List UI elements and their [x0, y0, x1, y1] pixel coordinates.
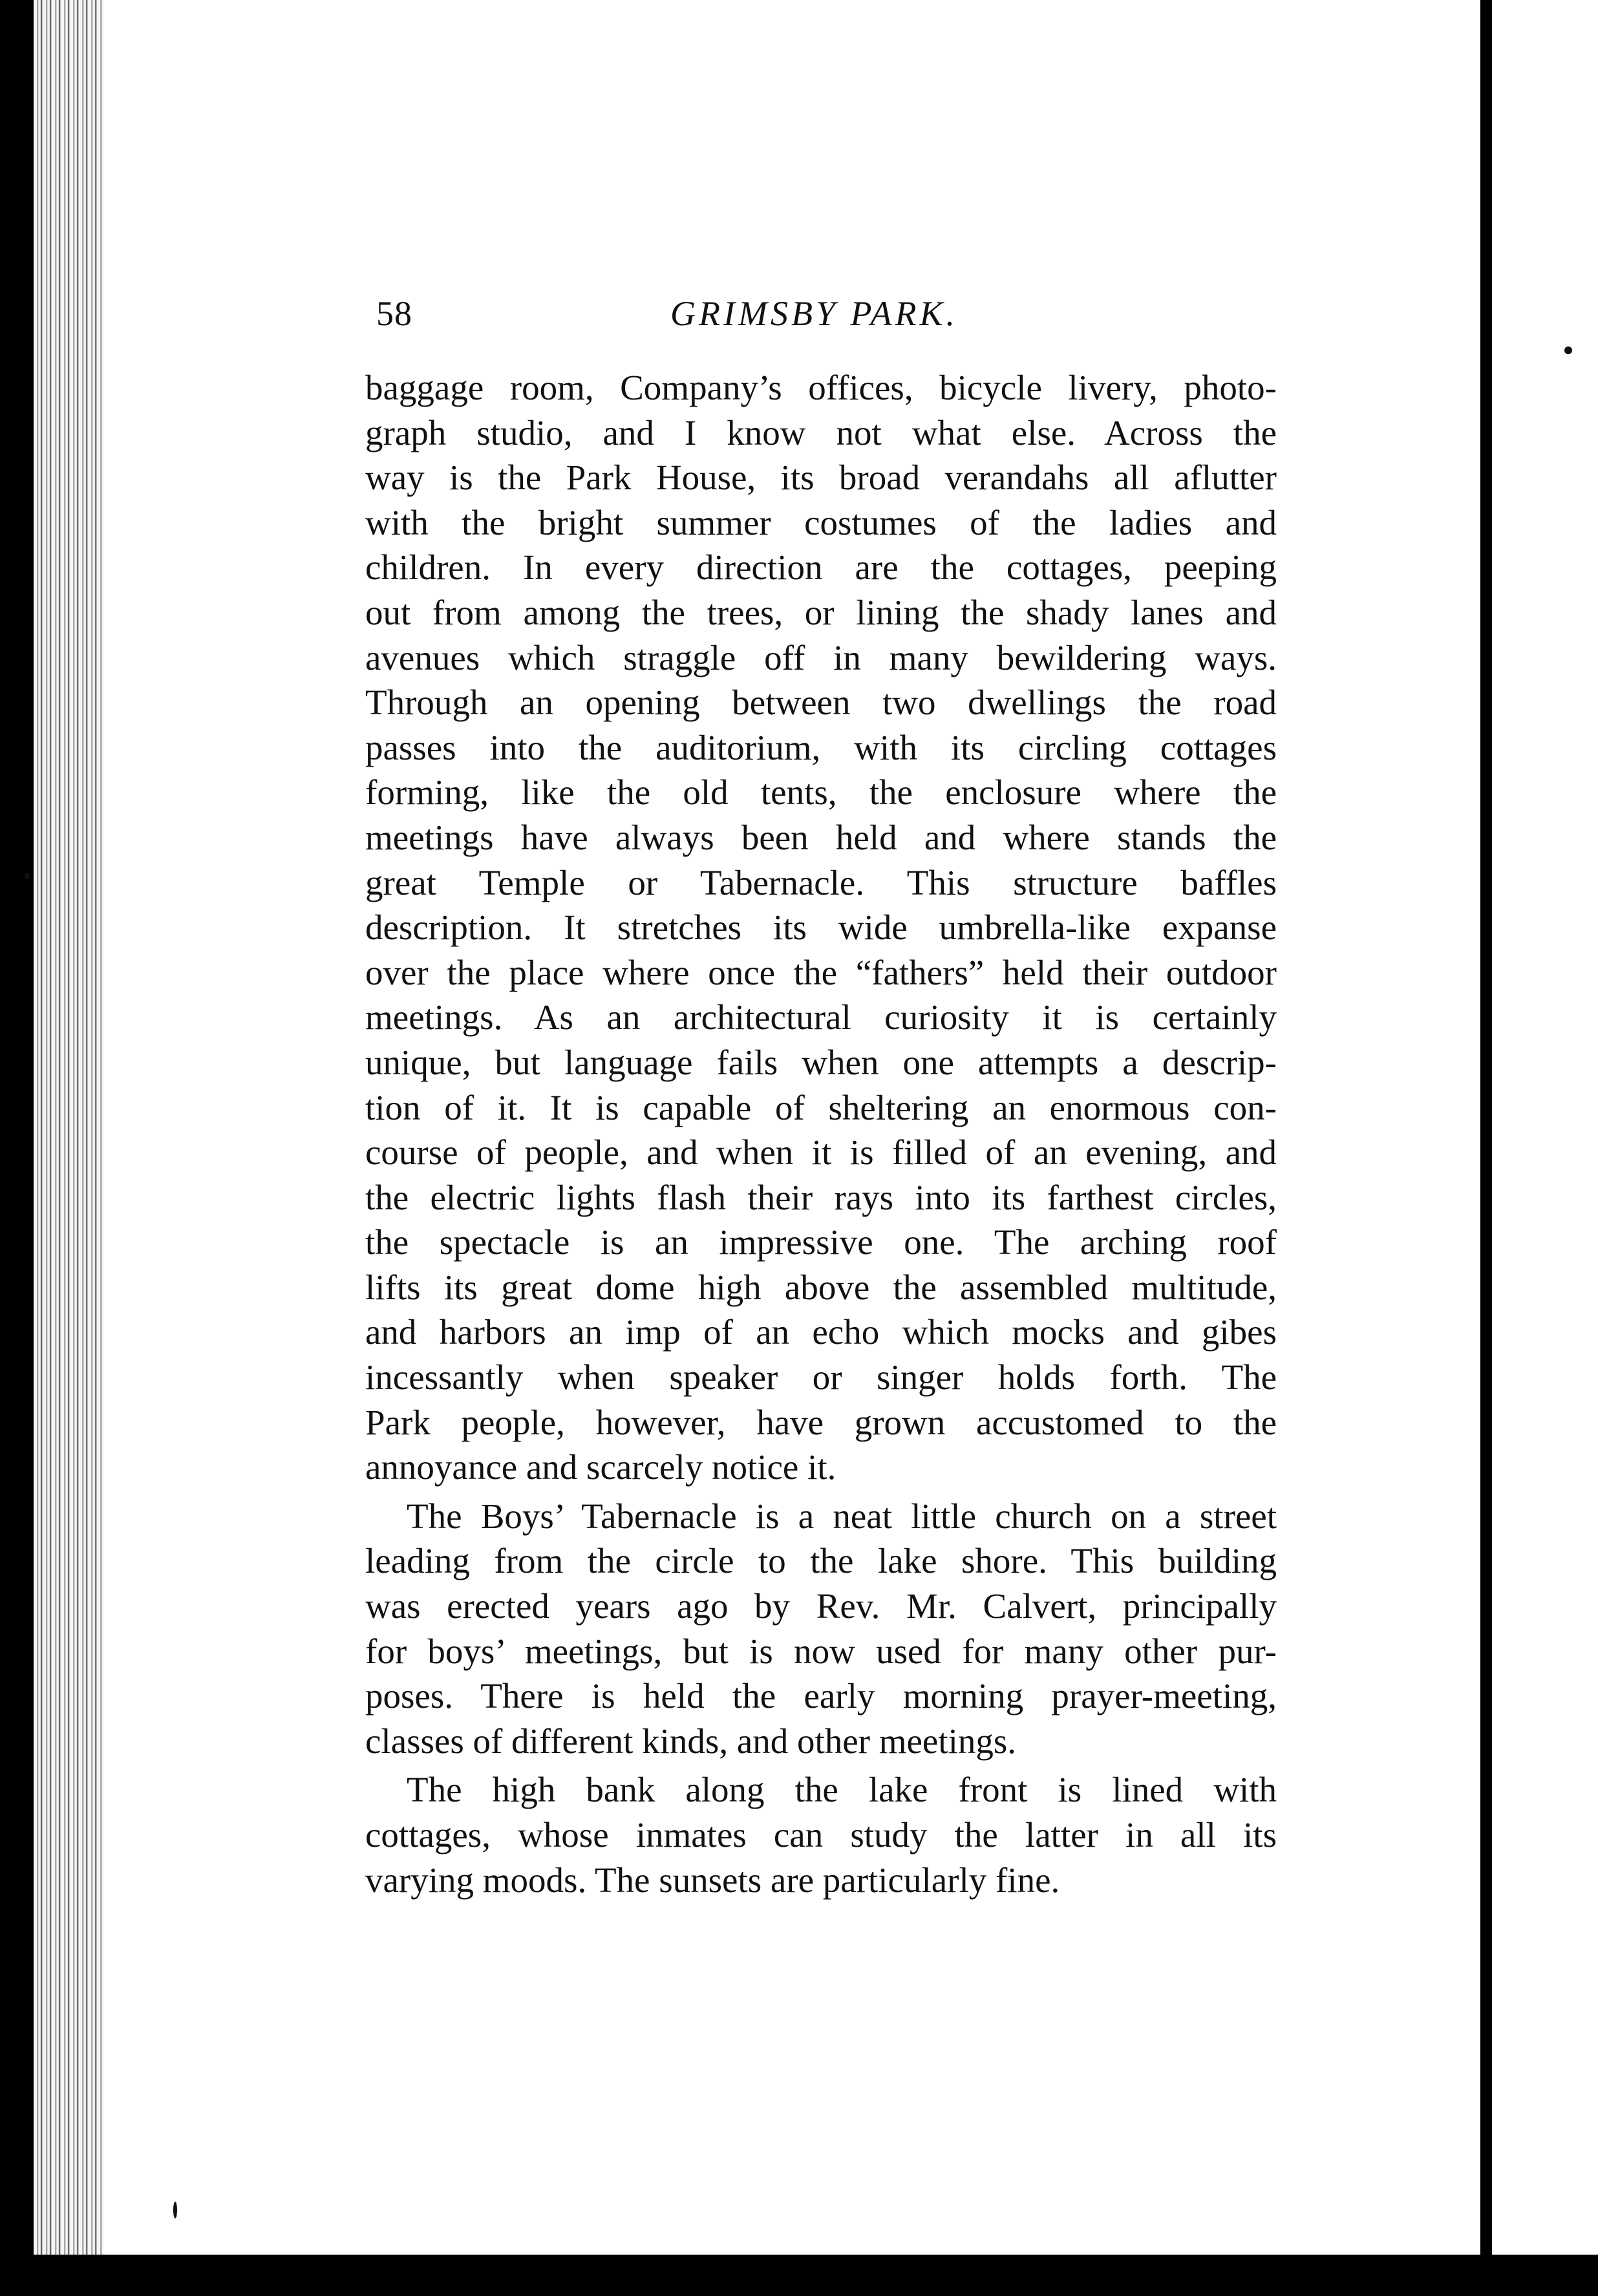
text-line: lifts its great dome high above the assembled multitude, [365, 1267, 1277, 1307]
text-line: with the bright summer costumes of the ladies and [365, 502, 1277, 542]
text-line: description. It stretches its wide umbrella-like expanse [365, 908, 1277, 948]
text-line: cottages, whose inmates can study the latter in all its [365, 1815, 1277, 1855]
text-line: Through an opening between two dwellings the road [365, 683, 1277, 723]
text-line: great Temple or Tabernacle. This structure baffles [365, 862, 1277, 902]
text-line: graph studio, and I know not what else. Across the [365, 412, 1277, 452]
scan-speck [173, 2202, 177, 2218]
text-line: avenues which straggle off in many bewildering ways. [365, 637, 1277, 677]
running-title: GRIMSBY PARK. [670, 294, 958, 333]
text-line: incessantly when speaker or singer holds forth. The [365, 1357, 1277, 1398]
text-line: out from among the trees, or lining the shady lanes and [365, 592, 1277, 632]
scan-speck [1564, 346, 1572, 354]
running-head [376, 293, 1281, 345]
facing-page-edge [1492, 0, 1598, 2255]
page-edge-stack [34, 0, 110, 2256]
text-line: meetings. As an architectural curiosity it is certainly [365, 997, 1277, 1037]
paragraph [365, 1767, 1277, 1902]
text-line: annoyance and scarcely notice it. [365, 1447, 836, 1487]
scan-bottom-border [0, 2255, 1598, 2296]
text-line: poses. There is held the early morning prayer-meeting, [365, 1676, 1277, 1716]
text-line: passes into the auditorium, with its circling cottages [365, 727, 1277, 767]
text-line: tion of it. It is capable of sheltering an enormous con- [365, 1087, 1277, 1127]
text-line: unique, but language fails when one attempts a descrip- [365, 1042, 1277, 1082]
text-line: over the place where once the “fathers” held their outdoor [365, 952, 1277, 992]
text-line: baggage room, Company’s offices, bicycle livery, photo- [365, 368, 1277, 407]
text-line: classes of different kinds, and other meetings. [365, 1721, 1017, 1761]
paragraph [365, 1494, 1277, 1764]
text-line: Park people, however, have grown accustomed to the [365, 1402, 1277, 1442]
gutter-shadow [1480, 0, 1492, 2296]
text-line: and harbors an imp of an echo which mocks and gibes [365, 1312, 1277, 1352]
text-line: way is the Park House, its broad verandahs all aflutter [365, 458, 1277, 498]
text-line: children. In every direction are the cottages, peeping [365, 547, 1277, 588]
body-text [365, 365, 1277, 1902]
text-line: The Boys’ Tabernacle is a neat little church on a street [407, 1496, 1277, 1536]
scan-speck [25, 873, 30, 879]
text-line: varying moods. The sunsets are particularly fine. [365, 1860, 1060, 1900]
text-line: leading from the circle to the lake shore. This building [365, 1541, 1277, 1581]
page-number: 58 [376, 294, 412, 333]
text-line: for boys’ meetings, but is now used for many other pur- [365, 1631, 1277, 1671]
text-line: forming, like the old tents, the enclosure where the [365, 772, 1277, 813]
text-line: the spectacle is an impressive one. The arching roof [365, 1222, 1277, 1262]
text-line: The high bank along the lake front is lined with [407, 1770, 1277, 1810]
text-line: meetings have always been held and where stands the [365, 817, 1277, 857]
text-line: course of people, and when it is filled of an evening, and [365, 1132, 1277, 1173]
text-line: the electric lights flash their rays into its farthest circles, [365, 1177, 1277, 1217]
paragraph [365, 365, 1277, 1490]
text-line: was erected years ago by Rev. Mr. Calvert, principally [365, 1586, 1277, 1626]
